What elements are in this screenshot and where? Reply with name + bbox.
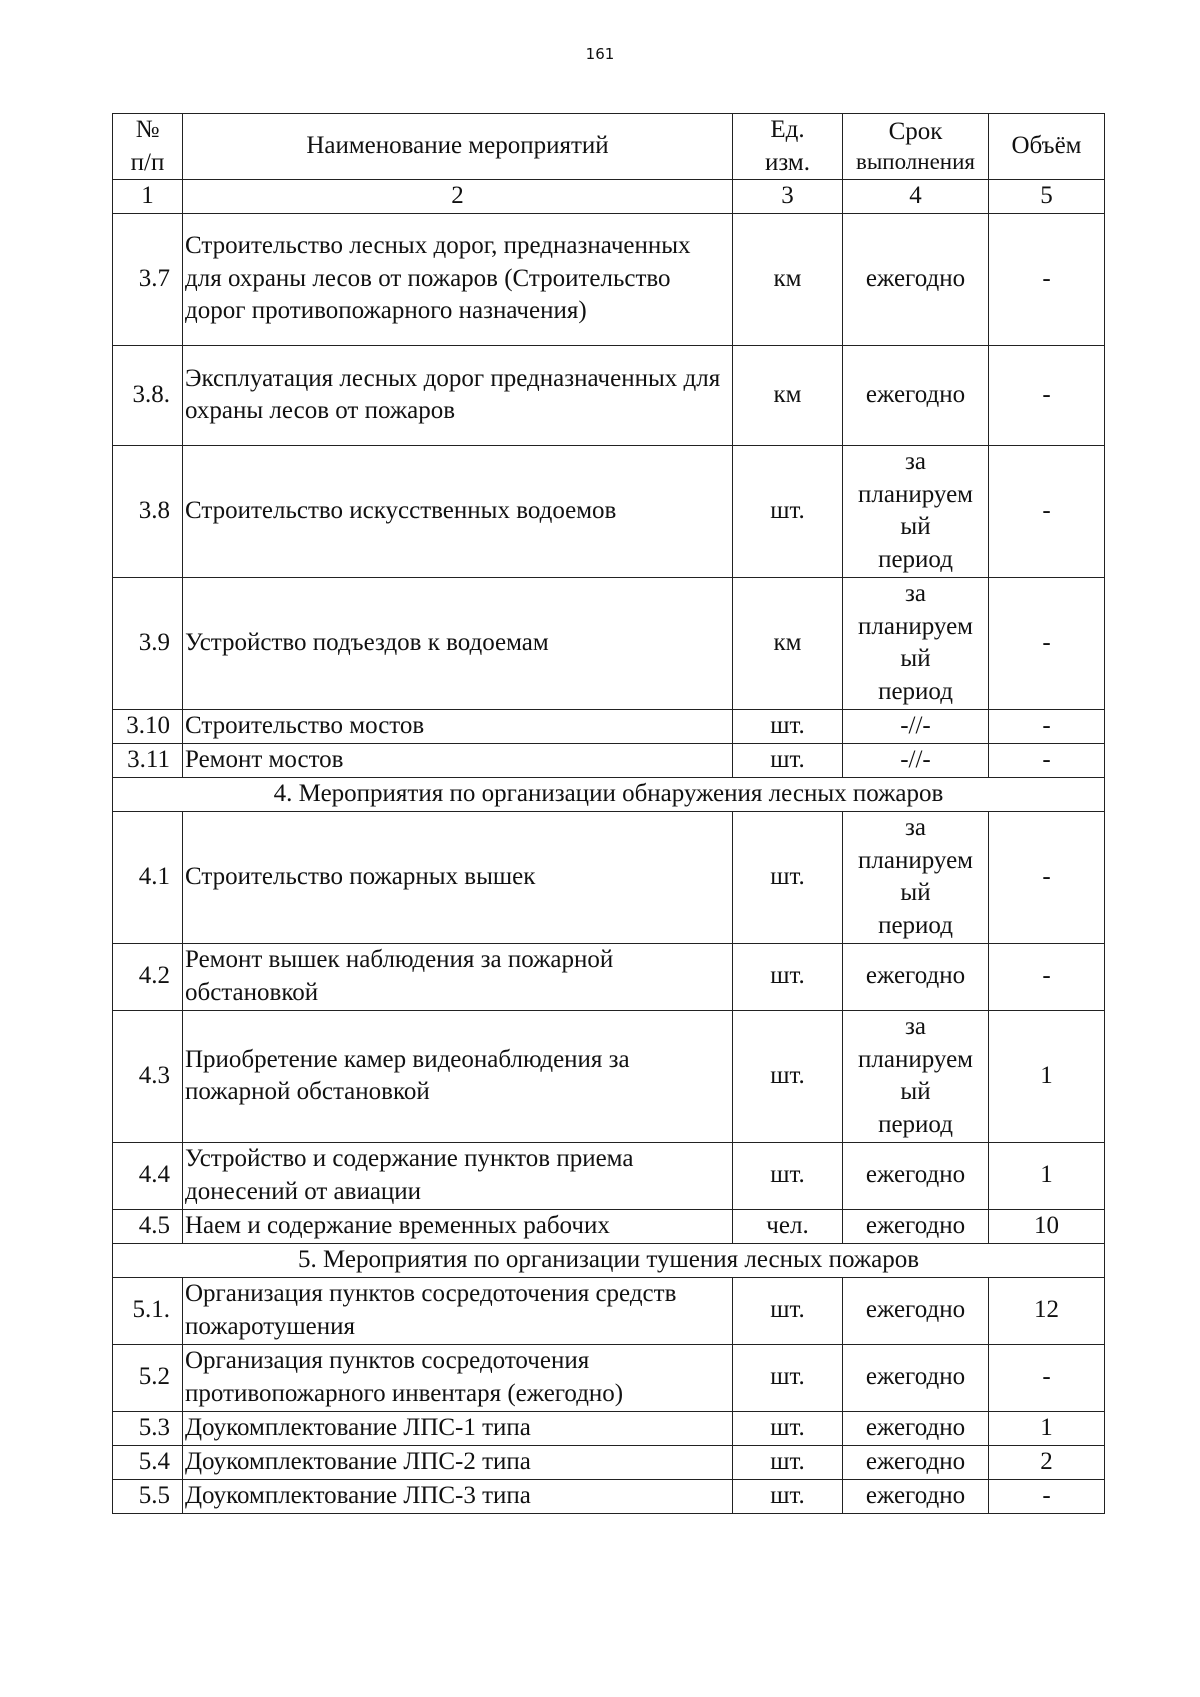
row-number: 4.5 [113, 1209, 183, 1243]
row-unit: шт. [733, 1479, 843, 1513]
row-number: 4.2 [113, 943, 183, 1010]
section-title: 4. Мероприятия по организации обнаружения лесных пожаров [113, 777, 1105, 811]
column-number: 4 [843, 180, 989, 214]
header-term: Срок выполнения [843, 114, 989, 180]
row-unit: шт. [733, 1010, 843, 1142]
row-term: за планируем ый период [843, 577, 989, 709]
row-unit: км [733, 213, 843, 345]
row-number: 5.4 [113, 1445, 183, 1479]
table-row [113, 743, 1105, 777]
row-name: Устройство и содержание пунктов приема донесений от авиации [183, 1142, 733, 1209]
row-unit: шт. [733, 445, 843, 577]
row-name: Эксплуатация лесных дорог предназначенных для охраны лесов от пожаров [183, 345, 733, 445]
row-name: Приобретение камер видеонаблюдения за пожарной обстановкой [183, 1010, 733, 1142]
row-name: Ремонт вышек наблюдения за пожарной обстановкой [183, 943, 733, 1010]
column-number: 2 [183, 180, 733, 214]
row-volume: 2 [989, 1445, 1105, 1479]
row-volume: - [989, 345, 1105, 445]
table-row [113, 943, 1105, 1010]
row-volume: 1 [989, 1142, 1105, 1209]
table-row [113, 1445, 1105, 1479]
row-name: Организация пунктов сосредоточения противопожарного инвентаря (ежегодно) [183, 1344, 733, 1411]
section-header-row [113, 1243, 1105, 1277]
measures-table [112, 113, 1105, 1514]
row-term: -//- [843, 709, 989, 743]
table-row [113, 213, 1105, 345]
row-number: 4.4 [113, 1142, 183, 1209]
row-term: ежегодно [843, 1479, 989, 1513]
row-name: Доукомплектование ЛПС-3 типа [183, 1479, 733, 1513]
column-number: 3 [733, 180, 843, 214]
row-number: 4.3 [113, 1010, 183, 1142]
row-number: 5.3 [113, 1411, 183, 1445]
row-number: 4.1 [113, 811, 183, 943]
row-number: 3.11 [113, 743, 183, 777]
row-volume: 12 [989, 1277, 1105, 1344]
row-name: Наем и содержание временных рабочих [183, 1209, 733, 1243]
table-row [113, 345, 1105, 445]
column-numbers-row [113, 180, 1105, 214]
table-header-row [113, 114, 1105, 180]
table-row [113, 1277, 1105, 1344]
table-row [113, 1479, 1105, 1513]
row-name: Строительство пожарных вышек [183, 811, 733, 943]
row-term: ежегодно [843, 1411, 989, 1445]
row-number: 5.1. [113, 1277, 183, 1344]
row-term: ежегодно [843, 213, 989, 345]
row-volume: 1 [989, 1411, 1105, 1445]
header-number: № п/п [113, 114, 183, 180]
row-unit: шт. [733, 811, 843, 943]
table-row [113, 577, 1105, 709]
row-term: -//- [843, 743, 989, 777]
row-name: Ремонт мостов [183, 743, 733, 777]
row-number: 3.8 [113, 445, 183, 577]
row-number: 3.9 [113, 577, 183, 709]
row-name: Доукомплектование ЛПС-1 типа [183, 1411, 733, 1445]
table-row [113, 811, 1105, 943]
row-volume: - [989, 1344, 1105, 1411]
table-row [113, 1344, 1105, 1411]
row-name: Строительство лесных дорог, предназначенных для охраны лесов от пожаров (Строительство дорог противопожарного назначения) [183, 213, 733, 345]
row-term: за планируем ый период [843, 1010, 989, 1142]
row-term: ежегодно [843, 943, 989, 1010]
table-row [113, 1142, 1105, 1209]
row-volume: - [989, 213, 1105, 345]
page-number: 161 [585, 45, 615, 63]
row-number: 5.5 [113, 1479, 183, 1513]
row-term: ежегодно [843, 1344, 989, 1411]
row-name: Устройство подъездов к водоемам [183, 577, 733, 709]
row-volume: - [989, 811, 1105, 943]
row-volume: 1 [989, 1010, 1105, 1142]
section-header-row [113, 777, 1105, 811]
table-row [113, 1209, 1105, 1243]
row-number: 3.7 [113, 213, 183, 345]
row-unit: шт. [733, 1411, 843, 1445]
table-row [113, 445, 1105, 577]
row-unit: шт. [733, 1344, 843, 1411]
row-volume: - [989, 445, 1105, 577]
row-term: ежегодно [843, 1142, 989, 1209]
row-unit: шт. [733, 1142, 843, 1209]
row-term: ежегодно [843, 1209, 989, 1243]
row-name: Организация пунктов сосредоточения средств пожаротушения [183, 1277, 733, 1344]
row-number: 3.10 [113, 709, 183, 743]
header-volume: Объём [989, 114, 1105, 180]
row-unit: шт. [733, 943, 843, 1010]
column-number: 5 [989, 180, 1105, 214]
row-name: Строительство мостов [183, 709, 733, 743]
table-row [113, 1411, 1105, 1445]
row-term: за планируем ый период [843, 811, 989, 943]
row-unit: км [733, 577, 843, 709]
row-number: 3.8. [113, 345, 183, 445]
row-volume: - [989, 743, 1105, 777]
header-unit: Ед. изм. [733, 114, 843, 180]
table-row [113, 1010, 1105, 1142]
header-name: Наименование мероприятий [183, 114, 733, 180]
row-volume: - [989, 577, 1105, 709]
row-unit: шт. [733, 1277, 843, 1344]
row-name: Строительство искусственных водоемов [183, 445, 733, 577]
row-volume: - [989, 709, 1105, 743]
row-name: Доукомплектование ЛПС-2 типа [183, 1445, 733, 1479]
row-volume: 10 [989, 1209, 1105, 1243]
row-unit: шт. [733, 743, 843, 777]
row-term: ежегодно [843, 1277, 989, 1344]
row-unit: чел. [733, 1209, 843, 1243]
row-term: ежегодно [843, 1445, 989, 1479]
row-volume: - [989, 1479, 1105, 1513]
column-number: 1 [113, 180, 183, 214]
row-term: за планируем ый период [843, 445, 989, 577]
row-unit: шт. [733, 1445, 843, 1479]
row-unit: км [733, 345, 843, 445]
row-term: ежегодно [843, 345, 989, 445]
row-number: 5.2 [113, 1344, 183, 1411]
row-volume: - [989, 943, 1105, 1010]
table-row [113, 709, 1105, 743]
row-unit: шт. [733, 709, 843, 743]
section-title: 5. Мероприятия по организации тушения лесных пожаров [113, 1243, 1105, 1277]
